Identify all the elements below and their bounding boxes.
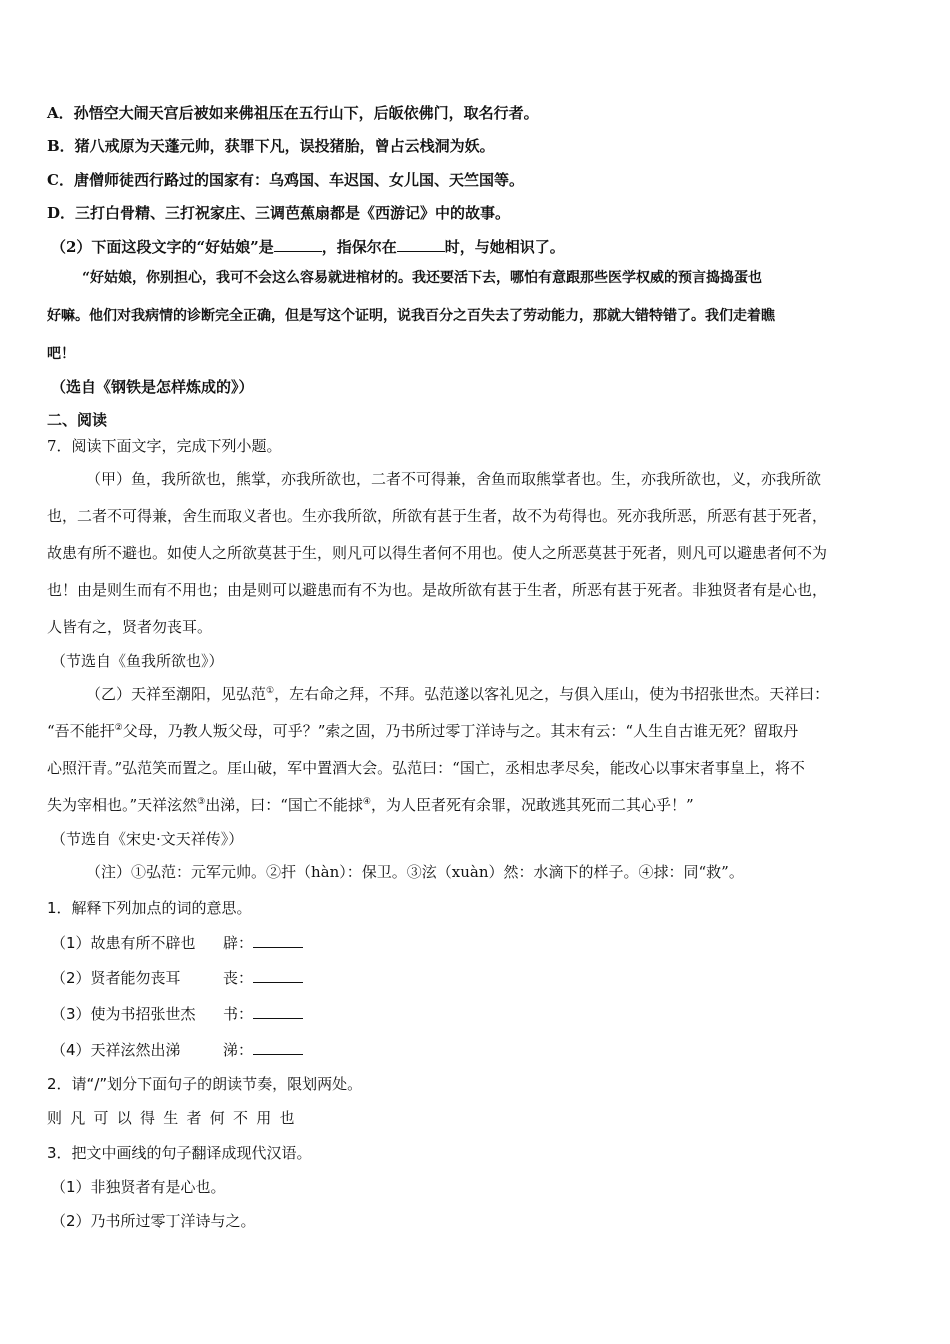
answer-blank (253, 932, 303, 948)
option-b: B．猪八戒原为天蓬元帅，获罪下凡，误投猪胎，曾占云栈洞为妖。 (47, 137, 495, 155)
quote-source: （选自《钢铁是怎样炼成的》） (51, 378, 254, 396)
question-1-item-1: （1）故患有所不辟也 辟： (51, 932, 303, 953)
passage-jia-source: （节选自《鱼我所欲也》） (51, 652, 224, 670)
option-d: D．三打白骨精、三打祝家庄、三调芭蕉扇都是《西游记》中的故事。 (47, 204, 511, 222)
passage-jia-line-5: 人皆有之，贤者勿丧耳。 (47, 618, 213, 636)
question-1-item-4: （4）天祥泫然出涕 涕： (51, 1039, 303, 1060)
question-1-item-2: （2）贤者能勿丧耳 丧： (51, 967, 303, 988)
quote-line-1: “好姑娘，你别担心，我可不会这么容易就进棺材的。我还要活下去，哪怕有意跟那些医学权威的预言捣捣蛋也 (82, 270, 763, 286)
passage-yi-source: （节选自《宋史·文天祥传》） (51, 830, 244, 848)
passage-yi-line-3: 心照汗青。”弘范笑而置之。厓山破，军中置酒大会。弘范曰：“国亡，丞相忠孝尽矣，能改心以事宋者事皇上，将不 (47, 759, 805, 777)
option-a: A．孙悟空大闹天宫后被如来佛祖压在五行山下，后皈依佛门，取名行者。 (47, 104, 539, 122)
question-3: 3．把文中画线的句子翻译成现代汉语。 (47, 1144, 312, 1162)
answer-blank (253, 1003, 303, 1019)
quote-line-2: 好嘛。他们对我病情的诊断完全正确，但是写这个证明，说我百分之百失去了劳动能力，那就大错特错了。我们走着瞧 (47, 308, 775, 324)
option-c: C．唐僧师徒西行路过的国家有：乌鸡国、车迟国、女儿国、天竺国等。 (47, 171, 524, 189)
passage-yi-line-2: “吾不能扞②父母，乃教人叛父母，可乎？”索之固，乃书所过零丁洋诗与之。其末有云：“人生自古谁无死？留取丹 (47, 722, 799, 740)
question-3-item-2: （2）乃书所过零丁洋诗与之。 (51, 1212, 256, 1230)
answer-blank (253, 967, 303, 983)
answer-blank (253, 1039, 303, 1055)
question-7: 7．阅读下面文字，完成下列小题。 (47, 437, 282, 455)
question-2: 2．请“/”划分下面句子的朗读节奏，限划两处。 (47, 1075, 363, 1093)
passage-yi-line-1: （乙）天祥至潮阳，见弘范①，左右命之拜，不拜。弘范遂以客礼见之，与俱入厓山，使为书招张世杰。天祥曰： (86, 685, 830, 703)
question-1: 1．解释下列加点的词的意思。 (47, 899, 252, 917)
passage-yi-line-4: 失为宰相也。”天祥泫然③出涕，曰：“国亡不能捄④，为人臣者死有余罪，况敢逃其死而二其心乎！” (47, 796, 694, 814)
passage-jia-line-3: 故患有所不避也。如使人之所欲莫甚于生，则凡可以得生者何不用也。使人之所恶莫甚于死者，则凡可以避患者何不为 (47, 544, 828, 562)
question-2-sentence: 则凡可以得生者何不用也 (47, 1109, 303, 1127)
question-2-prompt: （2）下面这段文字的“好姑娘”是 ，指保尔在 时，与她相识了。 (51, 238, 565, 256)
passage-jia-line-2: 也，二者不可得兼，舍生而取义者也。生亦我所欲，所欲有甚于生者，故不为苟得也。死亦我所恶，所恶有甚于死者， (47, 507, 828, 525)
passage-jia-line-1: （甲）鱼，我所欲也，熊掌，亦我所欲也，二者不可得兼，舍鱼而取熊掌者也。生，亦我所欲也，义，亦我所欲 (86, 470, 822, 488)
passage-jia-line-4: 也！由是则生而有不用也；由是则可以避患而有不为也。是故所欲有甚于生者，所恶有甚于死者。非独贤者有是心也， (47, 581, 828, 599)
quote-line-3: 吧！ (47, 346, 75, 362)
answer-blank (274, 236, 322, 252)
question-1-item-3: （3）使为书招张世杰 书： (51, 1003, 303, 1024)
answer-blank (397, 236, 445, 252)
section-title: 二、阅读 (47, 411, 108, 429)
question-3-item-1: （1）非独贤者有是心也。 (51, 1178, 226, 1196)
annotation-note: （注）①弘范：元军元帅。②扞（hàn）：保卫。③泫（xuàn）然：水滴下的样子。④捄：同“救”。 (86, 863, 744, 881)
